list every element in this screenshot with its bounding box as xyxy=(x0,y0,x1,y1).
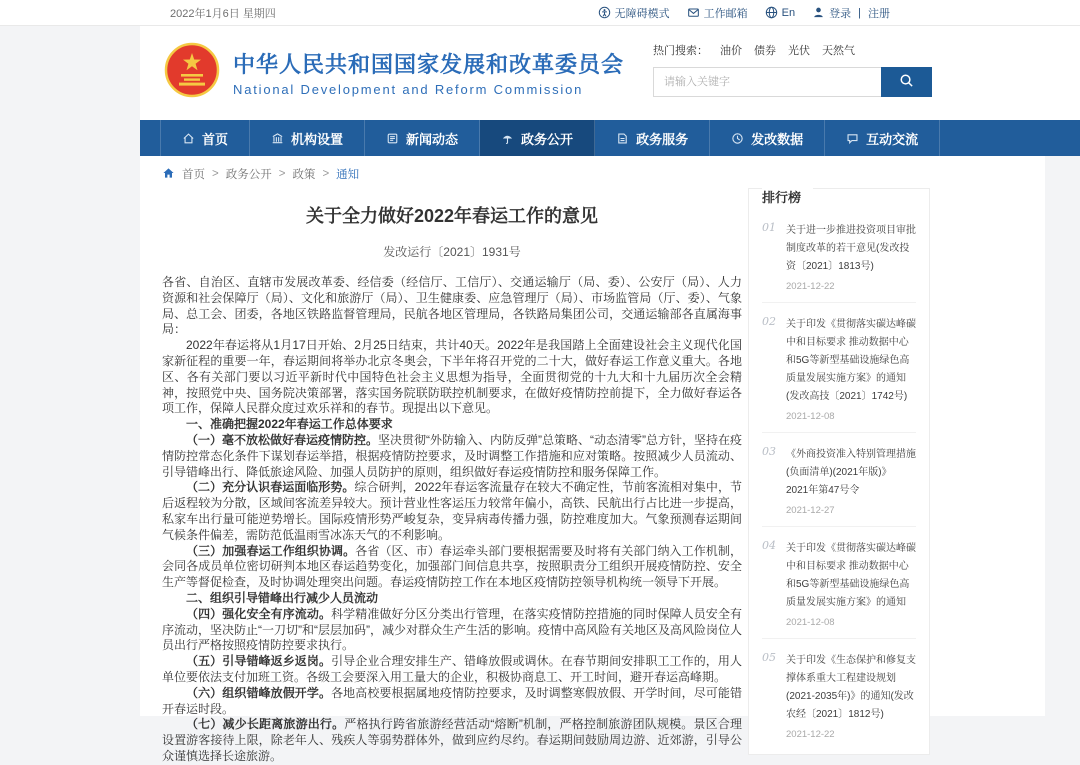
register-label: 注册 xyxy=(868,7,890,20)
rank-number: 01 xyxy=(762,221,776,234)
rank-item-link[interactable]: 关于印发《贯彻落实碳达峰碳中和目标要求 推动数据中心和5G等新型基础设施绿色高质量发展实施方案》的通知(发改高技〔2021〕1742号) xyxy=(786,319,916,402)
nav-label: 政务服务 xyxy=(636,131,689,147)
rank-number: 05 xyxy=(762,651,776,664)
clock-icon xyxy=(731,132,744,145)
accessibility-link[interactable] xyxy=(598,5,670,21)
page-title: 关于全力做好2022年春运工作的意见 xyxy=(305,206,599,226)
list-item xyxy=(762,527,916,639)
rank-item-link[interactable]: 关于进一步推进投资项目审批制度改革的若干意见(发改投资〔2021〕1813号) xyxy=(786,225,916,272)
article-paragraph: 各省、自治区、直辖市发展改革委、经信委（经信厅、工信厅）、交通运输厅（局、委）、公安厅（局）、人力资源和社会保障厅（局）、文化和旅游厅（局）、卫生健康委、应急管理厅（局）、市场监管局（厅、委）、气象局、总工会、团委，各地区铁路监督管理局，民航各地区管理局，各铁路局集团公司，交通运输部各直属海事局： xyxy=(162,275,742,337)
article-paragraph: （四）强化安全有序流动。科学精准做好分区分类出行管理，在落实疫情防控措施的同时保障人员安全有序流动，坚决防止“一刀切”和“层层加码”，减少对群众生产生活的影响。疫情中高风险有关地区及高风险岗位人员出行严格按照疫情防控要求执行。 xyxy=(162,606,742,653)
list-item xyxy=(762,433,916,527)
rank-item-date: 2021-12-27 xyxy=(786,505,835,516)
nav-item-home[interactable] xyxy=(160,120,250,156)
login-label: 登录 xyxy=(829,7,852,20)
ranking-list xyxy=(762,209,916,750)
list-item xyxy=(762,209,916,303)
accessibility-label: 无障碍模式 xyxy=(614,7,670,20)
user-icon xyxy=(812,6,825,19)
hot-search-label: 热门搜索： xyxy=(653,45,708,57)
rank-number: 02 xyxy=(762,315,776,328)
topbar xyxy=(0,0,1080,26)
chat-icon xyxy=(846,132,859,145)
home-icon xyxy=(182,132,195,145)
document-icon xyxy=(616,132,629,145)
rank-number: 03 xyxy=(762,445,776,458)
nav-item-organization[interactable] xyxy=(250,120,365,156)
site-title-cn: 中华人民共和国国家发展和改革委员会 xyxy=(233,52,625,77)
rank-item-link[interactable]: 关于印发《生态保护和修复支撑体系重大工程建设规划(2021-2035年)》的通知(发改农经〔2021〕1812号) xyxy=(786,655,916,720)
list-item xyxy=(762,303,916,433)
nav-item-interaction[interactable] xyxy=(825,120,940,156)
article-paragraph: （一）毫不放松做好春运疫情防控。坚决贯彻“外防输入、内防反弹”总策略、“动态清零”总方针，坚持在疫情防控常态化条件下谋划春运举措，根据疫情防控要求，及时调整工作措施和应对策略。按照减少人员流动、引导错峰出行、降低旅途风险、加强人员防护的原则，组织做好春运疫情防控和服务保障工作。 xyxy=(162,432,743,479)
brand-text xyxy=(233,48,624,97)
breadcrumb-disclosure[interactable]: 政务公开 xyxy=(225,169,272,181)
article-paragraph: （五）引导错峰返乡返岗。引导企业合理安排生产、错峰放假或调休。在春节期间安排职工工作的，用人单位要依法支付加班工资。各级工会要深入用工量大的企业，积极协商息工、开工时间，避开春运高峰期。 xyxy=(162,654,742,684)
search-input[interactable] xyxy=(653,67,881,97)
login-link[interactable] xyxy=(812,5,851,21)
umbrella-icon xyxy=(501,132,514,145)
brand xyxy=(164,42,624,103)
header-search xyxy=(653,42,935,97)
breadcrumb xyxy=(162,166,359,182)
search-bar xyxy=(653,67,935,97)
article-body xyxy=(162,275,742,765)
rank-item-link[interactable]: 关于印发《贯彻落实碳达峰碳中和目标要求 推动数据中心和5G等新型基础设施绿色高质量发展实施方案》的通知 xyxy=(786,543,916,608)
document-number: 发改运行〔2021〕1931号 xyxy=(383,245,521,259)
nav-label: 新闻动态 xyxy=(406,131,459,147)
nav-label: 发改数据 xyxy=(751,131,804,147)
hot-search-link[interactable]: 油价 xyxy=(720,45,742,57)
hot-search-link[interactable]: 债券 xyxy=(754,45,776,57)
site-title-en: National Development and Reform Commission xyxy=(233,82,584,97)
nav-item-services[interactable] xyxy=(595,120,710,156)
hot-search-row xyxy=(653,42,935,58)
search-icon xyxy=(899,73,914,91)
topbar-links xyxy=(598,5,890,21)
rank-number: 04 xyxy=(762,539,776,552)
work-mail-link[interactable] xyxy=(687,5,748,21)
breadcrumb-current: 通知 xyxy=(336,169,360,181)
article xyxy=(162,190,742,765)
newspaper-icon xyxy=(386,132,399,145)
nav-item-data[interactable] xyxy=(710,120,825,156)
article-paragraph: （三）加强春运工作组织协调。各省（区、市）春运牵头部门要根据需要及时将有关部门纳入工作机制，会同各成员单位密切研判本地区春运趋势变化，加强部门间信息共享，按照职责分工组织开展疫情防控、安全生产等督促检查，及时协调处理突出问题。春运疫情防控工作在本地区疫情防控领导机构统一领导下开展。 xyxy=(162,543,742,590)
article-section-heading: 二、组织引导错峰出行减少人员流动 xyxy=(186,590,379,605)
breadcrumb-separator: > xyxy=(322,168,330,180)
list-item xyxy=(762,639,916,750)
rank-item-date: 2021-12-22 xyxy=(786,281,835,292)
globe-icon xyxy=(765,6,778,19)
breadcrumb-policy[interactable]: 政策 xyxy=(292,169,316,181)
breadcrumb-separator: > xyxy=(278,168,286,180)
ranking-panel xyxy=(748,188,930,755)
breadcrumb-home[interactable]: 首页 xyxy=(182,169,205,181)
nav-label: 互动交流 xyxy=(866,131,919,147)
rank-item-date: 2021-12-22 xyxy=(786,729,835,740)
article-paragraph: （二）充分认识春运面临形势。综合研判，2022年春运客流量存在较大不确定性，节前客流相对集中，节后返程较为分散，区域间客流差异较大。预计营业性客运压力较常年偏小，高铁、民航出行占比进一步提高，私家车出行量可能逆势增长。国际疫情形势严峻复杂，变异病毒传播力强，防控难度加大。气象预测春运期间气候条件偏差，需防范低温雨雪冰冻天气的不利影响。 xyxy=(162,480,742,542)
home-icon xyxy=(162,167,175,182)
nav-item-news[interactable] xyxy=(365,120,480,156)
language-label: En xyxy=(781,6,796,19)
nav-item-disclosure[interactable] xyxy=(480,120,595,156)
language-link[interactable] xyxy=(765,6,795,19)
current-date: 2022年1月6日 星期四 xyxy=(170,7,276,20)
article-section-heading: 一、准确把握2022年春运工作总体要求 xyxy=(186,417,393,432)
nav-label: 首页 xyxy=(202,131,229,147)
nav-label: 政务公开 xyxy=(521,131,574,147)
bank-icon xyxy=(271,132,284,145)
rank-item-date: 2021-12-08 xyxy=(786,617,835,628)
nav-label: 机构设置 xyxy=(291,131,344,147)
work-mail-label: 工作邮箱 xyxy=(703,7,748,20)
content-area xyxy=(140,156,1045,763)
hot-search-link[interactable]: 光伏 xyxy=(788,45,810,57)
national-emblem-logo xyxy=(164,42,220,103)
mail-icon xyxy=(687,6,700,19)
article-paragraph: （六）组织错峰放假开学。各地高校要根据属地疫情防控要求，及时调整寒假放假、开学时间，尽可能错开春运时段。 xyxy=(162,685,742,716)
breadcrumb-separator: > xyxy=(212,168,219,180)
main-nav xyxy=(140,120,1080,156)
article-paragraph: （七）减少长距离旅游出行。严格执行跨省旅游经营活动“熔断”机制，严格控制旅游团队规模。景区合理设置游客接待上限，除老年人、残疾人等弱势群体外，做到应约尽约。春运期间鼓励周边游、近郊游，引导公众谨慎选择长途旅游。 xyxy=(162,717,742,763)
rank-item-link[interactable]: 《外商投资准入特别管理措施(负面清单)(2021年版)》 2021年第47号令 xyxy=(786,449,916,496)
hot-search-link[interactable]: 天然气 xyxy=(822,45,855,57)
site-header xyxy=(140,26,1080,120)
login-register-divider: | xyxy=(858,6,861,19)
ranking-title: 排行榜 xyxy=(762,187,813,206)
rank-item-date: 2021-12-08 xyxy=(786,411,835,422)
register-link[interactable] xyxy=(868,5,890,21)
article-paragraph: 2022年春运将从1月17日开始、2月25日结束，共计40天。2022年是我国踏上全面建设社会主义现代化国家新征程的重要一年，春运期间将举办北京冬奥会，下半年将召开党的二十大，做好春运工作意义重大。各地区、各有关部门要以习近平新时代中国特色社会主义思想为指导，全面贯彻党的十九大和十九届历次全会精神，按照党中央、国务院决策部署，落实国务院联防联控机制要求，在做好疫情防控前提下，全力做好春运各项工作，保障人民群众度过欢乐祥和的春节。现提出以下意见。 xyxy=(162,338,742,416)
accessibility-icon xyxy=(598,6,611,19)
search-button[interactable] xyxy=(881,67,932,97)
